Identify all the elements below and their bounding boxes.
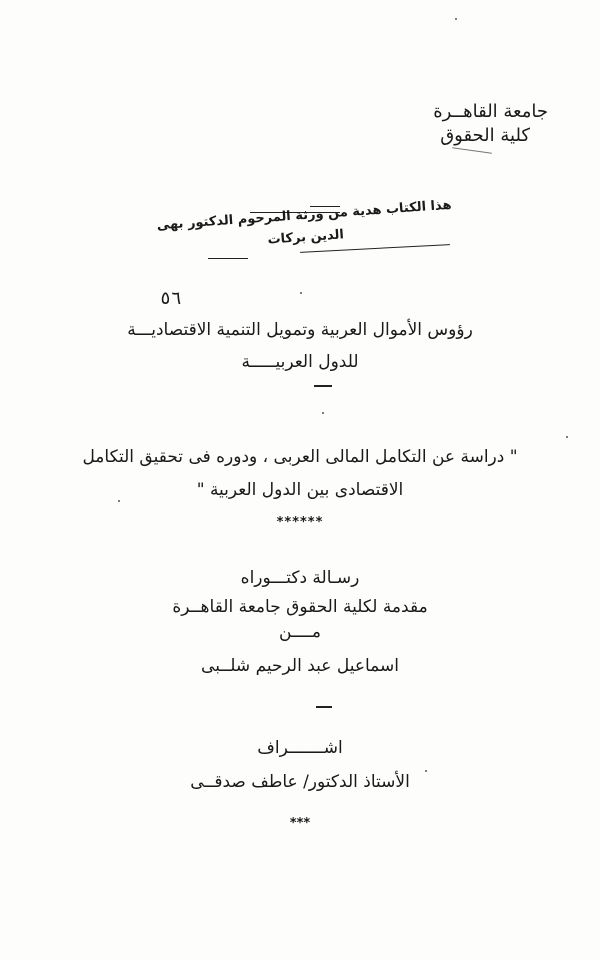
- author-name: اسماعيل عبد الرحيم شلــبى: [201, 656, 399, 676]
- university-name: جامعة القاهــرة: [433, 101, 548, 122]
- scan-speck: [566, 436, 568, 438]
- faculty-name: كلية الحقوق: [440, 125, 530, 146]
- university-header: [433, 100, 548, 148]
- supervisor-name: الأستاذ الدكتور/ عاطف صدقــى: [190, 772, 410, 792]
- scan-speck: [118, 500, 120, 502]
- author-separator-dash: [316, 706, 332, 708]
- scan-speck: [300, 292, 302, 294]
- scan-speck: [425, 770, 427, 772]
- title-line-2: للدول العربيـــــة: [241, 352, 359, 372]
- gift-note: هذا الكتاب هدية من ورثة المرحوم الدكتور بهى الدين بركات: [156, 197, 453, 248]
- ink-speck: [322, 412, 324, 414]
- thesis-type: رسـالة دكتـــوراه: [240, 568, 360, 588]
- title-separator-dash: [314, 385, 332, 387]
- title-line-1: رؤوس الأموال العربية وتمويل التنمية الاقتصاديـــة: [127, 320, 473, 340]
- header-underline: [452, 147, 492, 154]
- submitted-to: مقدمة لكلية الحقوق جامعة القاهــرة: [172, 597, 428, 617]
- gift-underline-short: [208, 258, 248, 259]
- subtitle-line-2: الاقتصادى بين الدول العربية ": [196, 480, 404, 500]
- scan-speck: [455, 18, 457, 20]
- subtitle-line-1: " دراسة عن التكامل المالى العربى ، ودوره فى تحقيق التكامل: [82, 447, 518, 467]
- reference-number: ٥٦: [160, 288, 182, 309]
- end-stars: ***: [289, 816, 311, 831]
- separator-stars: ******: [276, 515, 324, 530]
- from-label: مــــن: [279, 622, 321, 642]
- supervision-label: اشـــــــراف: [257, 738, 343, 758]
